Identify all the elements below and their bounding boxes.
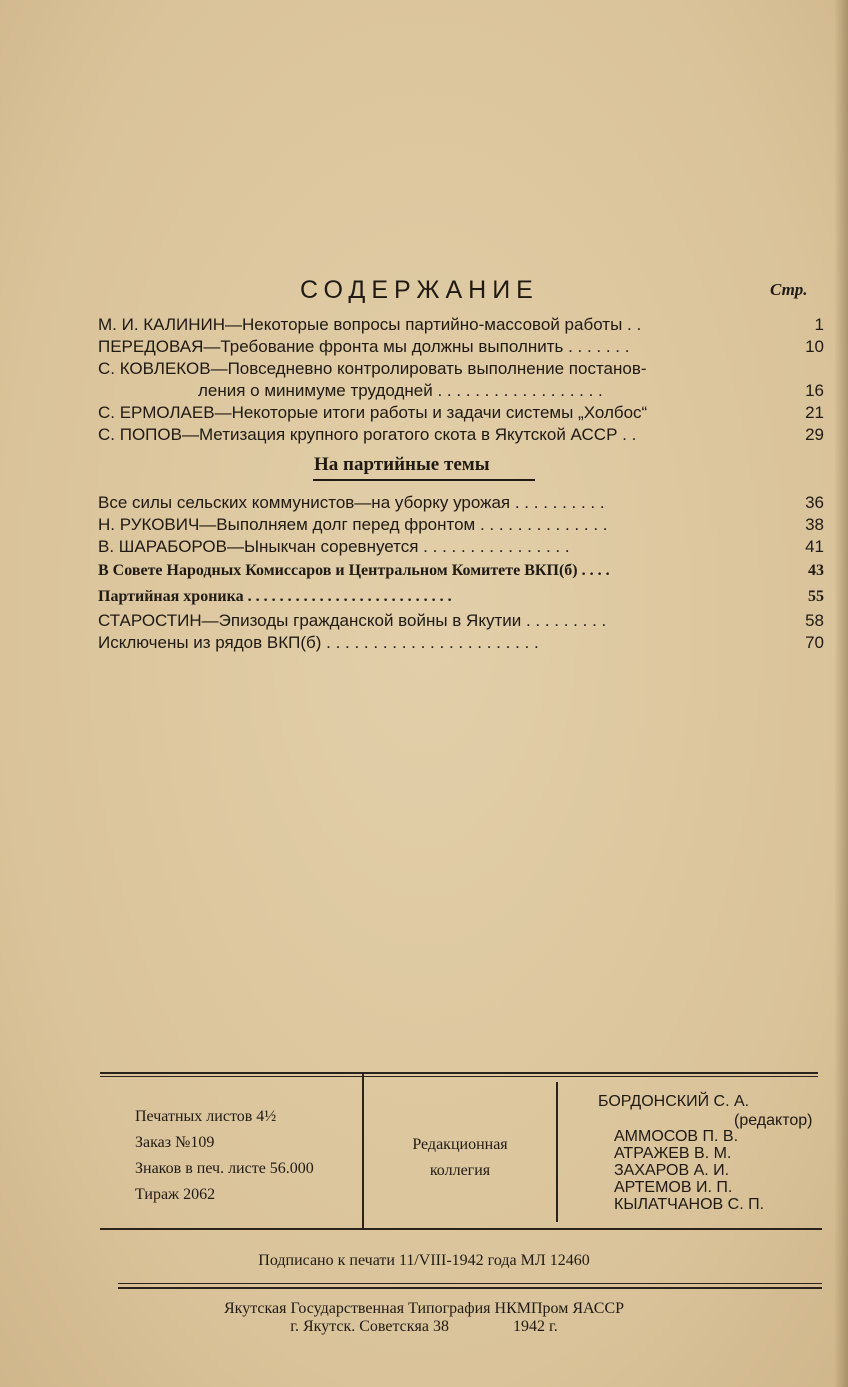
signed-to-print: Подписано к печати 11/VIII-1942 года МЛ 12460: [258, 1252, 590, 1269]
toc-entry-text: С. ПОПОВ—Метизация крупного рогатого скота в Якутской АССР . .: [98, 425, 637, 444]
editor-name: БОРДОНСКИЙ С. А.: [598, 1093, 750, 1110]
toc-entry: [98, 536, 824, 558]
imprint-top-rule-thin: [100, 1076, 818, 1077]
board-member: КЫЛАТЧАНОВ С. П.: [614, 1196, 765, 1213]
print-sheets: Печатных листов 4½: [135, 1108, 277, 1125]
board-member: ЗАХАРОВ А. И.: [614, 1162, 730, 1179]
printer-name: Якутская Государственная Типография НКМПром ЯАССР: [223, 1300, 625, 1317]
toc-entry-page: 36: [805, 493, 824, 512]
toc-entry-text: ПЕРЕДОВАЯ—Требование фронта мы должны выполнить . . . . . . .: [98, 337, 630, 356]
toc-entry: [98, 424, 824, 446]
toc-entry-text: С. ЕРМОЛАЕВ—Некоторые итоги работы и задачи системы „Холбос“: [98, 403, 648, 422]
imprint-bottom-rule: [100, 1228, 822, 1230]
toc-entry: [98, 610, 824, 632]
toc-entry-text: Н. РУКОВИЧ—Выполняем долг перед фронтом . . . . . . . . . . . . . .: [98, 515, 608, 534]
imprint-divider-right: [556, 1082, 558, 1222]
toc-entry-text: Все силы сельских коммунистов—на уборку урожая . . . . . . . . . .: [98, 493, 605, 512]
toc-entry-text: ления о минимуме трудодней . . . . . . . . . . . . . . . . . .: [198, 381, 603, 400]
toc-entry-page: 21: [805, 403, 824, 422]
toc-entry: [98, 560, 824, 582]
printer-address: г. Якутск. Советскяа 38 1942 г.: [290, 1318, 558, 1335]
toc-entry: [98, 632, 824, 654]
toc-entry: [98, 402, 824, 424]
toc-entry-page: 41: [805, 537, 824, 556]
toc-entry-page: 29: [805, 425, 824, 444]
board-label-line2: коллегия: [429, 1162, 491, 1179]
board-member: АТРАЖЕВ В. М.: [614, 1145, 732, 1162]
toc-entry-text: Исключены из рядов ВКП(б) . . . . . . . . . . . . . . . . . . . . . . .: [98, 633, 539, 652]
toc-entry-text: С. КОВЛЕКОВ—Повседневно контролировать выполнение постанов-: [98, 359, 647, 378]
toc-entry: [98, 358, 824, 380]
toc-entry: [98, 380, 824, 402]
contents-title: СОДЕРЖАНИЕ: [300, 276, 539, 304]
circulation: Тираж 2062: [135, 1186, 216, 1203]
editor-role: (редактор): [734, 1112, 813, 1129]
board-label-line1: Редакционная: [412, 1136, 508, 1153]
section-title-underline: [313, 479, 535, 481]
page-edge-shadow: [834, 0, 848, 1387]
toc-entry: [98, 586, 824, 608]
signed-rule: [118, 1287, 822, 1289]
chars-per-sheet: Знаков в печ. листе 56.000: [135, 1160, 314, 1177]
order-number: Заказ №109: [135, 1134, 215, 1151]
board-member: АРТЕМОВ И. П.: [614, 1179, 733, 1196]
toc-entry-page: 38: [805, 515, 824, 534]
toc-entry-page: 10: [805, 337, 824, 356]
toc-entry-page: 70: [805, 633, 824, 652]
toc-entry-text: СТАРОСТИН—Эпизоды гражданской войны в Якутии . . . . . . . . .: [98, 611, 607, 630]
toc-entry: [98, 314, 824, 336]
toc-entry-text: В. ШАРАБОРОВ—Ыныкчан соревнуется . . . . . . . . . . . . . . . .: [98, 537, 570, 556]
section-title: На партийные темы: [314, 454, 490, 475]
toc-entry: [98, 514, 824, 536]
toc-entry-page: 43: [808, 562, 824, 579]
board-member: АММОСОВ П. В.: [614, 1128, 739, 1145]
toc-entry-page: 58: [805, 611, 824, 630]
toc-entry-page: 55: [808, 588, 824, 605]
toc-entry-text: В Совете Народных Комиссаров и Центральном Комитете ВКП(б) . . . .: [98, 562, 610, 579]
toc-entry: [98, 492, 824, 514]
imprint-top-rule: [100, 1072, 818, 1074]
page-column-label: Стр.: [770, 280, 808, 299]
toc-entry: [98, 336, 824, 358]
toc-entry-text: М. И. КАЛИНИН—Некоторые вопросы партийно-массовой работы . .: [98, 315, 642, 334]
toc-entry-page: 16: [805, 381, 824, 400]
toc-entry-text: Партийная хроника . . . . . . . . . . . . . . . . . . . . . . . . . .: [98, 588, 452, 605]
signed-rule-thin: [118, 1283, 822, 1284]
toc-entry-page: 1: [814, 315, 824, 334]
